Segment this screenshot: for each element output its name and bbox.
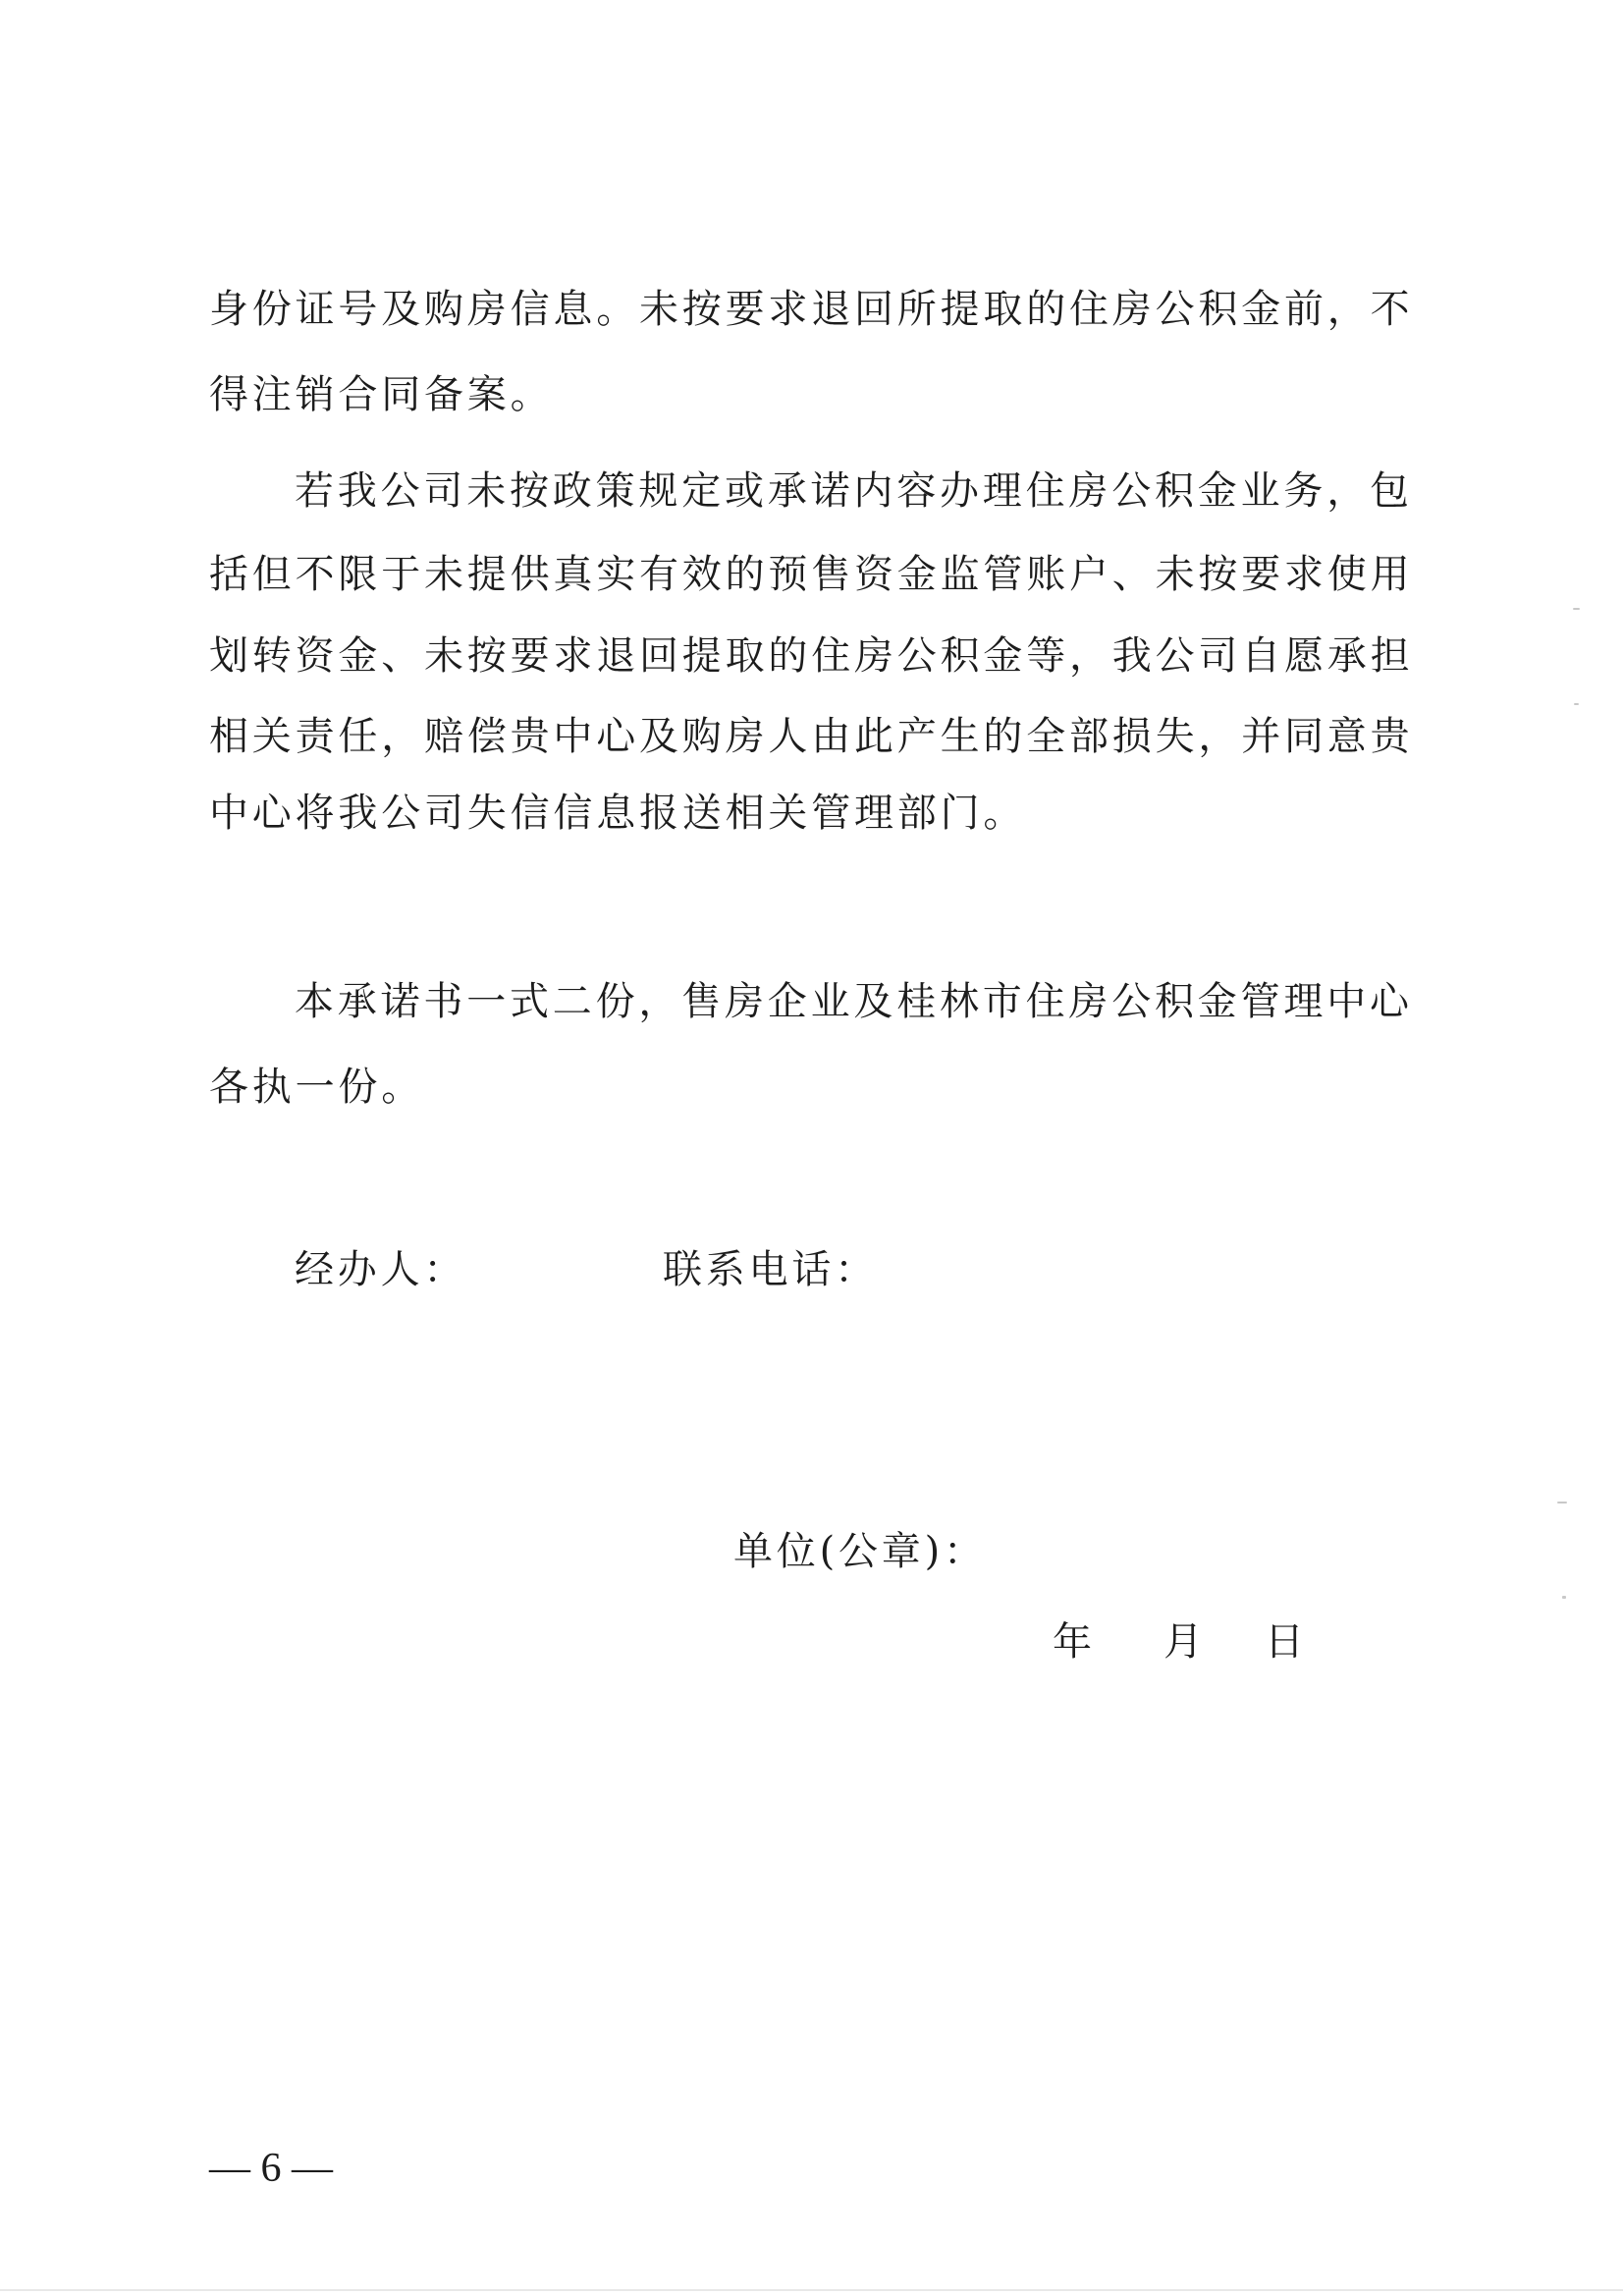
paragraph-line: 相关责任，赔偿贵中心及购房人由此产生的全部损失，并同意贵 xyxy=(209,714,1414,759)
paragraph-line: 身份证号及购房信息。未按要求退回所提取的住房公积金前，不 xyxy=(209,287,1414,332)
scan-speck xyxy=(1573,608,1580,610)
phone-label: 联系电话： xyxy=(663,1247,878,1292)
paragraph-line: 本承诺书一式二份，售房企业及桂林市住房公积金管理中心 xyxy=(295,979,1413,1024)
paragraph-line: 划转资金、未按要求退回提取的住房公积金等，我公司自愿承担 xyxy=(209,633,1414,679)
scan-speck xyxy=(1574,703,1579,705)
handler-label: 经办人： xyxy=(295,1247,467,1292)
paragraph-line: 括但不限于未提供真实有效的预售资金监管账户、未按要求使用 xyxy=(209,552,1414,597)
page-number: — 6 — xyxy=(209,2146,333,2191)
scan-speck xyxy=(1557,1502,1567,1503)
date-day-label: 日 xyxy=(1265,1619,1308,1665)
unit-seal-label: 单位(公章)： xyxy=(733,1529,987,1574)
paragraph-line: 若我公司未按政策规定或承诺内容办理住房公积金业务，包 xyxy=(295,468,1413,514)
date-month-label: 月 xyxy=(1163,1619,1207,1665)
date-year-label: 年 xyxy=(1053,1619,1096,1665)
scan-speck xyxy=(1562,1596,1566,1599)
paragraph-line: 中心将我公司失信信息报送相关管理部门。 xyxy=(209,791,1027,836)
paragraph-line: 得注销合同备案。 xyxy=(209,372,554,417)
paragraph-line: 各执一份。 xyxy=(209,1065,424,1110)
scan-edge-divider xyxy=(0,2289,1623,2291)
